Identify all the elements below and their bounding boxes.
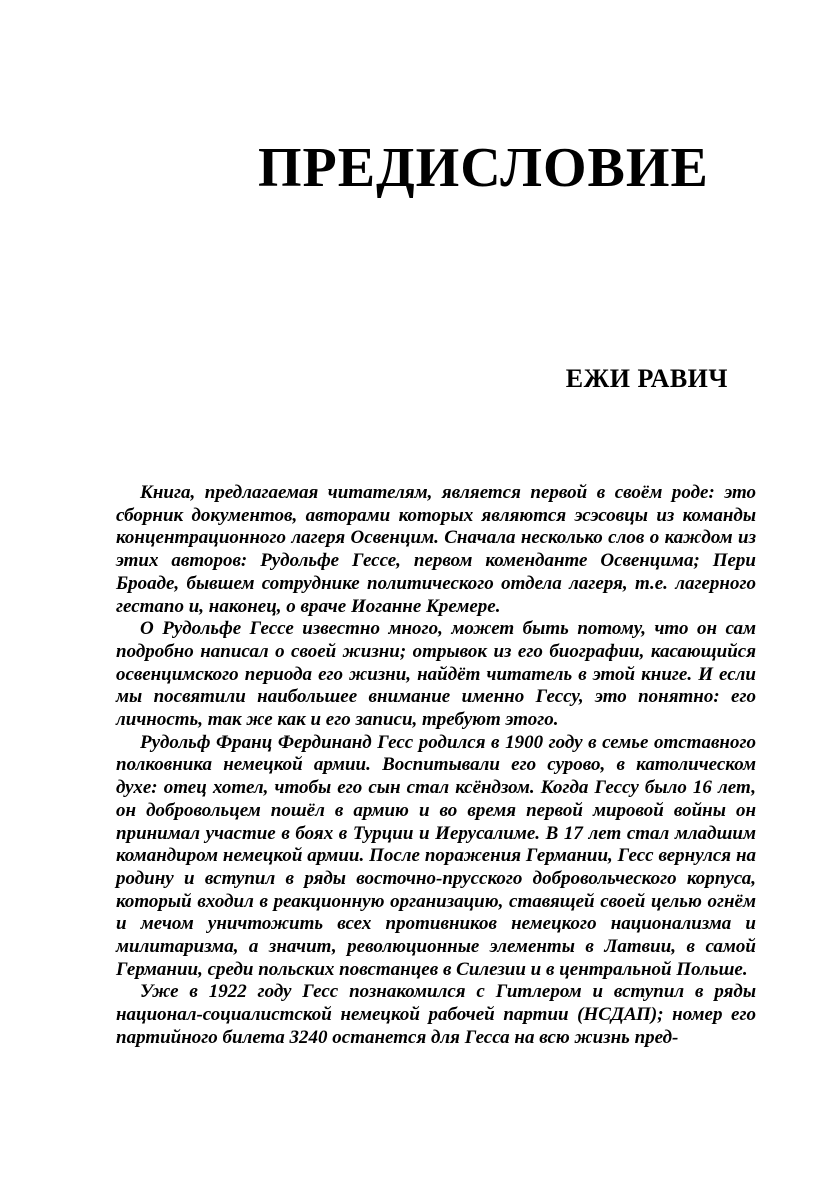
paragraph: О Рудольфе Гессе известно много, может быть потому, что он сам подробно написал о своей жизни; отрывок из его биографии, касающийся освенцимского периода его жизни, найдёт читатель в этой книге. И если мы посвятили наибольшее внимание именно Гессу, это понятно: его личность, так же как и его записи, требуют этого. (116, 618, 756, 731)
paragraph: Уже в 1922 году Гесс познакомился с Гитлером и вступил в ряды национал-социалистской немецкой рабочей партии (НСДАП); номер его партийного билета 3240 останется для Гесса на всю жизнь пред- (116, 981, 756, 1048)
chapter-author: ЕЖИ РАВИЧ (565, 364, 728, 393)
chapter-title: ПРЕДИСЛОВИЕ (258, 137, 709, 199)
paragraph: Книга, предлагаемая читателям, является первой в своём роде: это сборник документов, авторами которых являются эсэсовцы из команды концентрационного лагеря Освенцим. Сначала несколько слов о каждом из этих авторов: Рудольфе Гессе, первом коменданте Освенцима; Пери Броаде, бывшем сотруднике политического отдела лагеря, т.е. лагерного гестапо и, наконец, о враче Иоганне Кремере. (116, 482, 756, 617)
body-text (116, 482, 756, 1050)
paragraph: Рудольф Франц Фердинанд Гесс родился в 1900 году в семье отставного полковника немецкой армии. Воспитывали его сурово, в католическом духе: отец хотел, чтобы его сын стал ксёндзом. Когда Гессу было 16 лет, он добровольцем пошёл в армию и во время первой мировой войны он принимал участие в боях в Турции и Иерусалиме. В 17 лет стал младшим командиром немецкой армии. После поражения Германии, Гесс вернулся на родину и вступил в ряды восточно-прусского добровольческого корпуса, который входил в реакционную организацию, ставящей своей целью огнём и мечом уничтожить всех противников немецкого национализма и милитаризма, а значит, революционные элементы в Латвии, в самой Германии, среди польских повстанцев в Силезии и в центральной Польше. (116, 731, 756, 980)
